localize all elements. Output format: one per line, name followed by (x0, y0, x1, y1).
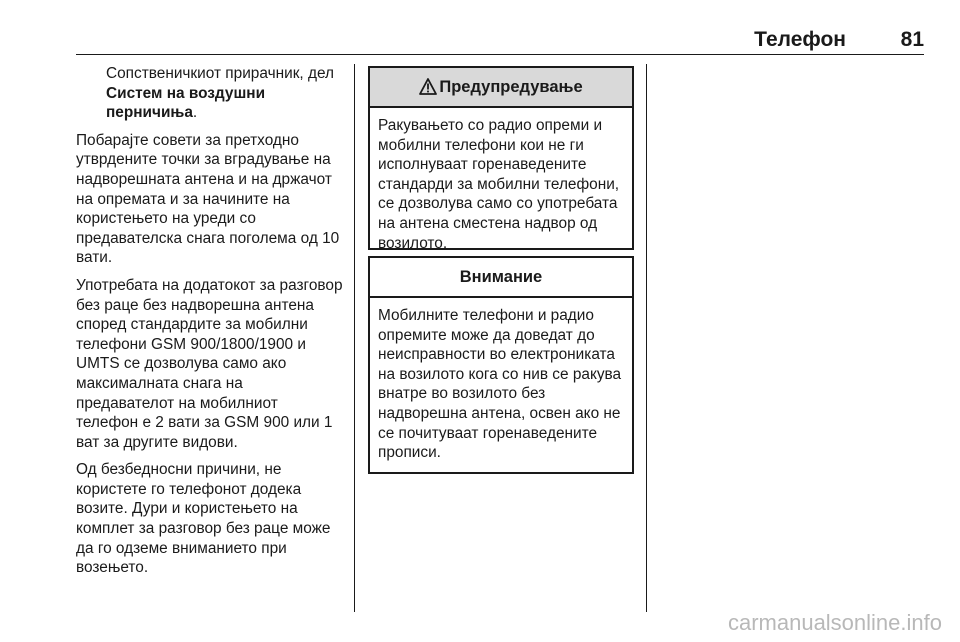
warning-triangle-icon (419, 71, 437, 109)
column-divider-right (646, 64, 647, 612)
caution-heading: Внимание (370, 258, 632, 298)
paragraph-handsfree-usage: Употребата на додатокот за разговор без раце без надворешна антена според стандардите за мобилни телефони GSM 900/1800/1900 и UMTS се дозволува само ако максималната снага на предавателот на мобилниот телефон е 2 вати за GSM 900 или 1 ват за другите видови. (76, 276, 343, 451)
page-number: 81 (900, 28, 924, 51)
paragraph-safety: Од безбедносни причини, не користете го телефонот додека возите. Дури и користењето на комплет за разговор без раце може да го одземе вниманието при возењето. (76, 461, 331, 577)
text-column (76, 64, 344, 586)
page-header (76, 24, 924, 55)
manual-reference: Сопственичкиот прирачник, дел Систем на воздушни перничиња. (106, 65, 334, 122)
paragraph-antenna-advice: Побарајте совети за претходно утврдените точки за вградување на надворешната антена и на држачот на опремата и за начините на користењето на уреди со предавателска снага поголема од 10 вати. (76, 131, 340, 267)
warning-text: Ракувањето со радио опреми и мобилни телефони кои не ги исполнуваат горенаведените стандарди за мобилни телефони, се дозволува само со употребата на антена сместена надвор од возилото. (378, 117, 620, 252)
caution-box (368, 256, 634, 474)
manual-section-name: Систем на воздушни перничиња (106, 84, 266, 122)
warning-box (368, 66, 634, 250)
watermark: carmanualsonline.info (727, 610, 942, 635)
caution-text: Мобилните телефони и радио опремите може да доведат до неисправности во електрониката на возилото кога со нив се ракува внатре во возилото без надворешна антена, освен ако не се почитуваат горенаведените прописи. (378, 307, 622, 462)
warning-heading: Предупредување (370, 68, 632, 108)
section-title: Телефон (754, 28, 846, 51)
column-divider-left (354, 64, 355, 612)
